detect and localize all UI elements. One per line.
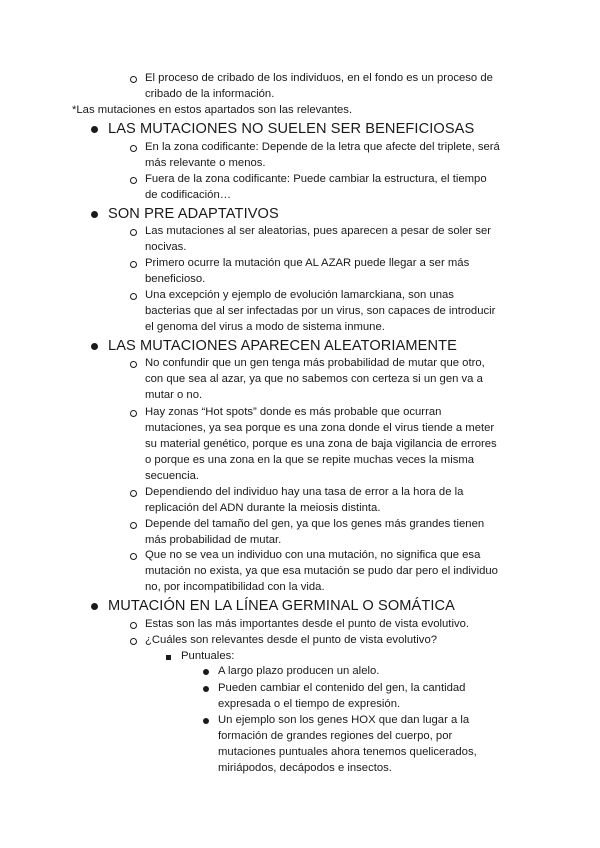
section-2-item-1-line-1: Las mutaciones al ser aleatorias, pues aparecen a pesar de soler ser (145, 225, 492, 237)
bullet-dot-icon (203, 686, 209, 692)
section-3-item-4-line-2: más probabilidad de mutar. (145, 534, 282, 546)
section-3-item-3-line-1: Dependiendo del individuo hay una tasa de error a la hora de la (145, 486, 464, 498)
bullet-circle-icon (130, 490, 137, 497)
bullet-circle-icon (130, 177, 137, 184)
section-3-item-2-line-5: secuencia. (145, 470, 200, 482)
section-3-item-4-line-1: Depende del tamaño del gen, ya que los genes más grandes tienen (145, 518, 485, 530)
bullet-filled-icon (91, 603, 98, 610)
section-2-item-3-line-3: el genoma del virus a modo de sistema inmune. (145, 321, 385, 333)
section-4-item-2-line-1: ¿Cuáles son relevantes desde el punto de vista evolutivo? (145, 634, 438, 646)
bullet-square-icon (166, 655, 171, 660)
section-1-item-2-line-2: de codificación… (145, 189, 232, 201)
section-2-item-2-line-1: Primero ocurre la mutación que AL AZAR puede llegar a ser más (145, 257, 470, 269)
section-1-item-1-line-1: En la zona codificante: Depende de la letra que afecte del triplete, será (145, 141, 500, 153)
section-3-item-2-line-1: Hay zonas “Hot spots” donde es más probable que ocurran (145, 406, 442, 418)
section-4-sub-item-1-line-1: A largo plazo producen un alelo. (218, 665, 380, 677)
section-3-item-2-line-4: o porque es una zona en la que se repite muchas veces la misma (145, 454, 475, 466)
bullet-filled-icon (91, 343, 98, 350)
bullet-circle-icon (130, 229, 137, 236)
intro-note: *Las mutaciones en estos apartados son las relevantes. (72, 104, 353, 116)
section-3-item-5-line-2: mutación no exista, ya que esa mutación se pudo dar pero el individuo (145, 565, 498, 577)
section-4-sub-item-3-line-2: formación de grandes regiones del cuerpo, por (218, 730, 453, 742)
bullet-circle-icon (130, 145, 137, 152)
section-3-item-1-line-1: No confundir que un gen tenga más probabilidad de mutar que otro, (145, 357, 485, 369)
section-4-sub-item-3-line-4: miriápodos, decápodos e insectos. (218, 762, 392, 774)
bullet-circle-icon (130, 261, 137, 268)
intro-item-line-2: cribado de la información. (145, 88, 275, 100)
section-4-sub-item-3-line-1: Un ejemplo son los genes HOX que dan lugar a la (218, 714, 470, 726)
bullet-dot-icon (203, 669, 209, 675)
bullet-circle-icon (130, 638, 137, 645)
section-4-sub-item-2-line-1: Pueden cambiar el contenido del gen, la cantidad (218, 682, 466, 694)
bullet-circle-icon (130, 553, 137, 560)
section-3-item-2-line-3: su material genético, porque es una zona de baja vigilancia de errores (145, 438, 497, 450)
section-3-item-1-line-3: mutar o no. (145, 389, 203, 401)
section-1-item-1-line-2: más relevante o menos. (145, 157, 266, 169)
section-4-item-1-line-1: Estas son las más importantes desde el punto de vista evolutivo. (145, 618, 470, 630)
section-4-sub-item-2-line-2: expresada o el tiempo de expresión. (218, 698, 401, 710)
bullet-filled-icon (91, 211, 98, 218)
section-heading-4: MUTACIÓN EN LA LÍNEA GERMINAL O SOMÁTICA (108, 598, 456, 614)
section-4-sub-item-3-line-3: mutaciones puntuales ahora tenemos quelicerados, (218, 746, 477, 758)
section-2-item-2-line-2: beneficioso. (145, 273, 206, 285)
section-4-sub-heading: Puntuales: (181, 650, 235, 662)
intro-item-line-1: El proceso de cribado de los individuos, en el fondo es un proceso de (145, 72, 493, 84)
section-3-item-5-line-3: no, por incompatibilidad con la vida. (145, 581, 325, 593)
section-3-item-3-line-2: replicación del ADN durante la meiosis distinta. (145, 502, 381, 514)
bullet-filled-icon (91, 126, 98, 133)
section-2-item-3-line-1: Una excepción y ejemplo de evolución lamarckiana, son unas (145, 289, 454, 301)
bullet-circle-icon (130, 622, 137, 629)
section-heading-2: SON PRE ADAPTATIVOS (108, 206, 279, 222)
bullet-circle-icon (130, 76, 137, 83)
section-heading-3: LAS MUTACIONES APARECEN ALEATORIAMENTE (108, 338, 457, 354)
bullet-circle-icon (130, 361, 137, 368)
section-3-item-5-line-1: Que no se vea un individuo con una mutación, no significa que esa (145, 549, 481, 561)
bullet-dot-icon (203, 718, 209, 724)
section-3-item-2-line-2: mutaciones, ya sea porque es una zona donde el virus tiende a meter (145, 422, 495, 434)
section-1-item-2-line-1: Fuera de la zona codificante: Puede cambiar la estructura, el tiempo (145, 173, 487, 185)
bullet-circle-icon (130, 522, 137, 529)
section-2-item-3-line-2: bacterias que al ser infectadas por un virus, son capaces de introducir (145, 305, 496, 317)
bullet-circle-icon (130, 410, 137, 417)
section-2-item-1-line-2: nocivas. (145, 241, 187, 253)
bullet-circle-icon (130, 293, 137, 300)
section-heading-1: LAS MUTACIONES NO SUELEN SER BENEFICIOSAS (108, 121, 475, 137)
section-3-item-1-line-2: con que sea al azar, ya que no sabemos con certeza si un gen va a (145, 373, 483, 385)
